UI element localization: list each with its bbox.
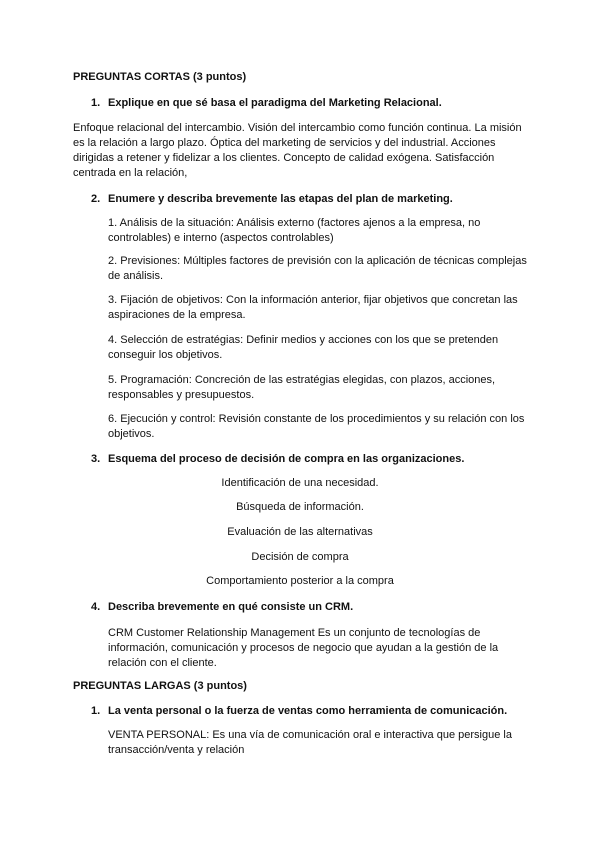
question-1-answer: Enfoque relacional del intercambio. Visión del intercambio como función continua. La misión es la relación a largo plazo. Óptica del marketing de servicios y del industrial. Acciones dirigidas a retener y fidelizar a los clientes. Concepto de calidad exógena. Satisfacción centrada en la relación, [73,122,522,179]
decision-step-4: Decisión de compra [251,551,349,563]
long-question-1-title [91,704,507,719]
question-4-title [91,600,353,615]
question-3-text: Esquema del proceso de decisión de compra en las organizaciones. [108,453,465,465]
decision-step-1: Identificación de una necesidad. [221,477,379,489]
long-question-1-answer: VENTA PERSONAL: Es una vía de comunicación oral e interactiva que persigue la transacción/venta y relación [108,729,512,756]
question-2-number: 2. [91,193,101,205]
question-4-answer: CRM Customer Relationship Management Es un conjunto de tecnologías de información, comunicación y procesos de negocio que ayudan a la gestión de la relación con el cliente. [108,627,499,669]
question-3-title [91,452,464,467]
decision-step-3: Evaluación de las alternativas [227,526,373,538]
long-questions-heading: PREGUNTAS LARGAS (3 puntos) [73,680,247,692]
plan-stage-1: 1. Análisis de la situación: Análisis externo (factores ajenos a la empresa, no controlables) e interno (aspectos controlables) [108,217,481,244]
question-4-number: 4. [91,601,101,613]
question-1-text: Explique en que sé basa el paradigma del Marketing Relacional. [108,97,442,109]
plan-stage-6: 6. Ejecución y control: Revisión constante de los procedimientos y su relación con los objetivos. [108,413,525,440]
question-2-title [91,192,453,207]
question-2-text: Enumere y describa brevemente las etapas del plan de marketing. [108,193,453,205]
plan-stage-4: 4. Selección de estratégias: Definir medios y acciones con los que se pretenden conseguir los objetivos. [108,334,499,361]
long-question-1-number: 1. [91,705,101,717]
plan-stage-2: 2. Previsiones: Múltiples factores de previsión con la aplicación de técnicas complejas de análisis. [108,255,527,282]
long-question-1-text: La venta personal o la fuerza de ventas como herramienta de comunicación. [108,705,508,717]
decision-step-5: Comportamiento posterior a la compra [206,575,394,587]
decision-step-2: Búsqueda de información. [236,501,364,513]
plan-stage-5: 5. Programación: Concreción de las estratégias elegidas, con plazos, acciones, responsables y presupuestos. [108,374,496,401]
plan-stage-3: 3. Fijación de objetivos: Con la información anterior, fijar objetivos que concretan las aspiraciones de la empresa. [108,294,518,321]
question-1-title [91,96,442,111]
question-1-number: 1. [91,97,101,109]
short-questions-heading: PREGUNTAS CORTAS (3 puntos) [73,71,247,83]
question-3-number: 3. [91,453,101,465]
question-4-text: Describa brevemente en qué consiste un CRM. [108,601,354,613]
